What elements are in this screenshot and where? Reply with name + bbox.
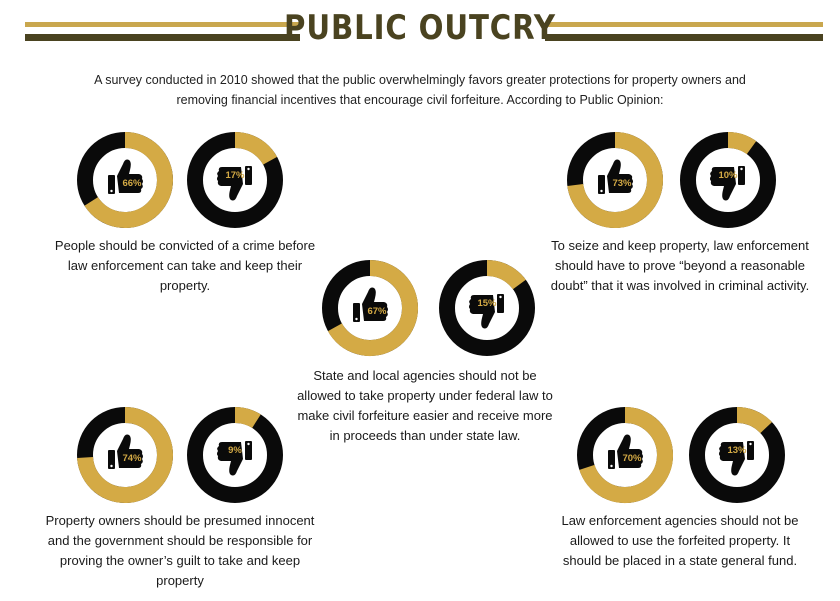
donut-chart [678, 130, 778, 230]
donut-slice-disagree [487, 268, 519, 284]
percent-label: 17% [225, 170, 245, 181]
survey-caption-3 [270, 366, 580, 446]
survey-caption-5 [540, 511, 820, 571]
caption-line: proving the owner’s guilt to take and keep [59, 553, 301, 568]
donut-chart [185, 130, 285, 230]
caption-line: People should be convicted of a crime before [54, 238, 316, 253]
donut-slice-disagree [737, 415, 766, 428]
caption-line: doubt” that it was involved in criminal activity. [550, 278, 810, 293]
caption-line: law enforcement can take and keep their [67, 258, 303, 273]
percent-label: 13% [727, 445, 747, 456]
caption-line: To seize and keep property, law enforcement [551, 238, 809, 253]
caption-line: and the government should be responsible for [47, 533, 313, 548]
caption-line: Law enforcement agencies should not be [561, 513, 799, 528]
donut-chart [185, 405, 285, 505]
survey-caption-1 [40, 236, 330, 296]
donut-chart [320, 258, 420, 358]
donut-slice-disagree [728, 140, 752, 148]
agree-donut-3 [320, 258, 420, 358]
survey-item-5 [570, 405, 800, 505]
agree-donut-5 [575, 405, 675, 505]
donut-chart [565, 130, 665, 230]
donut-chart [437, 258, 537, 358]
survey-item-4 [70, 405, 300, 505]
donut-slice-disagree [235, 140, 270, 161]
caption-line: property. [159, 278, 211, 293]
survey-item-1 [60, 130, 290, 230]
caption-line: property [156, 573, 204, 588]
header [0, 0, 840, 60]
disagree-donut-4 [185, 405, 285, 505]
percent-label: 66% [122, 178, 142, 189]
caption-line: allowed to use the forfeited property. It [569, 533, 791, 548]
survey-item-2 [560, 130, 790, 230]
donut-slice-disagree [235, 415, 256, 421]
caption-line: make civil forfeiture easier and receive more [297, 408, 553, 423]
agree-donut-2 [565, 130, 665, 230]
caption-line: should have to prove “beyond a reasonable [554, 258, 806, 273]
caption-line: in proceeds than under state law. [329, 428, 521, 443]
survey-item-3 [315, 258, 545, 358]
percent-label: 70% [622, 453, 642, 464]
caption-line: State and local agencies should not be [313, 368, 537, 383]
intro-line-1: A survey conducted in 2010 showed that the public overwhelmingly favors greater protections for property owners and [94, 73, 746, 87]
disagree-donut-1 [185, 130, 285, 230]
percent-label: 67% [367, 306, 387, 317]
donut-chart [75, 405, 175, 505]
percent-label: 73% [612, 178, 632, 189]
donut-chart [687, 405, 787, 505]
donut-chart [75, 130, 175, 230]
agree-donut-4 [75, 405, 175, 505]
page-title: PUBLIC OUTCRY [284, 8, 556, 48]
agree-donut-1 [75, 130, 175, 230]
caption-line: should be placed in a state general fund. [562, 553, 798, 568]
survey-caption-2 [530, 236, 830, 296]
intro-text [60, 70, 780, 110]
percent-label: 15% [477, 298, 497, 309]
percent-label: 10% [718, 170, 738, 181]
caption-line: Property owners should be presumed innocent [45, 513, 315, 528]
disagree-donut-3 [437, 258, 537, 358]
survey-caption-4 [30, 511, 330, 591]
disagree-donut-2 [678, 130, 778, 230]
donut-chart [575, 405, 675, 505]
percent-label: 9% [228, 445, 242, 456]
percent-label: 74% [122, 453, 142, 464]
disagree-donut-5 [687, 405, 787, 505]
caption-line: allowed to take property under federal law to [297, 388, 553, 403]
intro-line-2: removing financial incentives that encourage civil forfeiture. According to Public Opinion: [176, 93, 664, 107]
